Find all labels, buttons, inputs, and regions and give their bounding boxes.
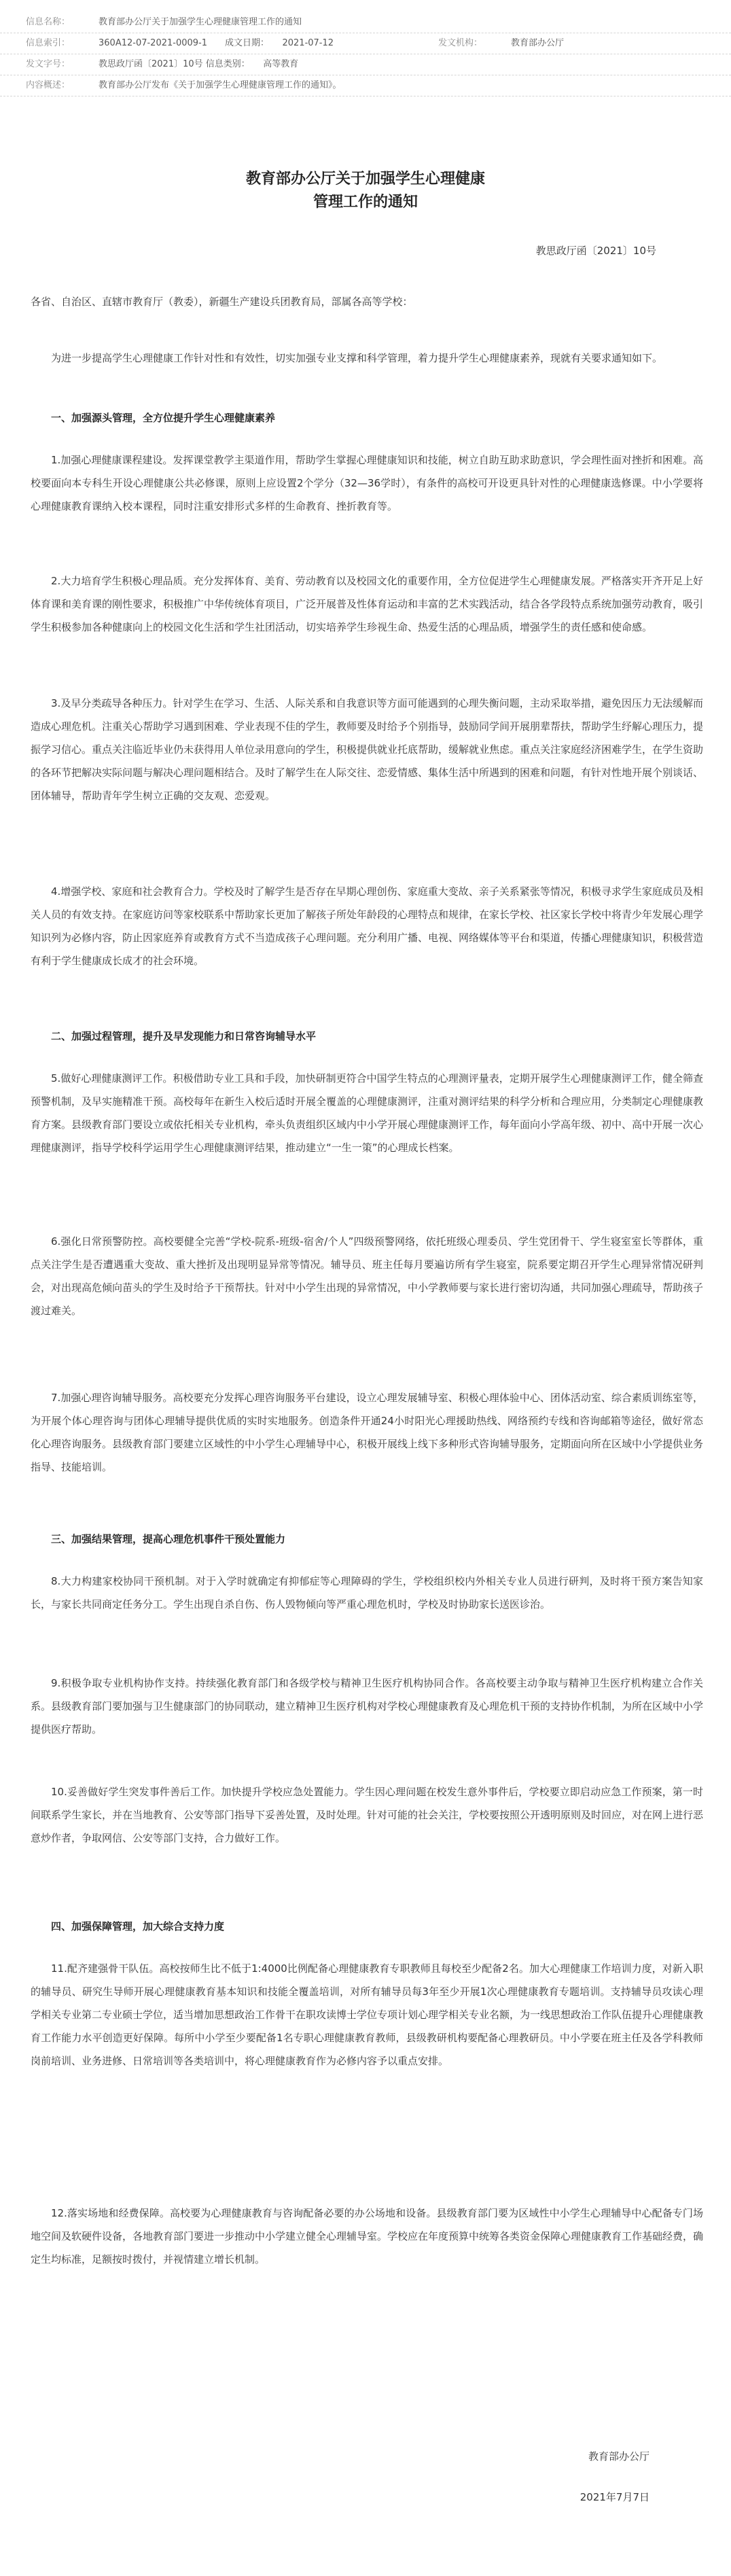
paragraph-1: 1.加强心理健康课程建设。发挥课堂教学主渠道作用，帮助学生掌握心理健康知识和技能，树立自助互助求助意识，学会理性面对挫折和困难。高校要面向本专科生开设心理健康公共必修课，原则上应设置2个学分（32—36学时），有条件的高校可开设更具针对性的心理健康选修课。中小学要将心理健康教育课纳入校本课程，同时注重安排形式多样的生命教育、挫折教育等。 — [31, 454, 703, 512]
meta-value: 360A12-07-2021-0009-1 成文日期： 2021-07-12 — [99, 38, 334, 48]
meta-row-index — [0, 33, 731, 54]
paragraph-10: 10.妥善做好学生突发事件善后工作。加快提升学校应急处置能力。学生因心理问题在校发生意外事件后，学校要立即启动应急工作预案，第一时间联系学生家长，并在当地教育、公安等部门指导下妥善处置，及时处理。针对可能的社会关注，学校要按照公开透明原则及时回应，对在网上进行恶意炒作者，争取网信、公安等部门支持，合力做好工作。 — [31, 1786, 704, 1844]
paragraph-12: 12.落实场地和经费保障。高校要为心理健康教育与咨询配备必要的办公场地和设备。县级教育部门要为区域性中小学生心理辅导中心配备专门场地空间及软硬件设备，各地教育部门要进一步推动中小学建立健全心理辅导室。学校应在年度预算中统筹各类资金保障心理健康教育工作基础经费，确定生均标准，足额按时拨付，并视情建立增长机制。 — [31, 2207, 704, 2265]
section-heading-1: 一、加强源头管理，全方位提升学生心理健康素养 — [51, 412, 276, 424]
paragraph-2: 2.大力培育学生积极心理品质。充分发挥体育、美育、劳动教育以及校园文化的重要作用，全方位促进学生心理健康发展。严格落实开齐开足上好体育课和美育课的刚性要求，积极推广中华传统体育项目，广泛开展普及性体育运动和丰富的艺术实践活动，结合各学段特点系统加强劳动教育，吸引学生积极参加各种健康向上的校园文化生活和学生社团活动，切实培养学生珍视生命、热爱生活的心理品质，增强学生的责任感和使命感。 — [31, 575, 704, 633]
section-heading-2: 二、加强过程管理，提升及早发现能力和日常咨询辅导水平 — [51, 1030, 317, 1042]
paragraph-9: 9.积极争取专业机构协作支持。持续强化教育部门和各级学校与精神卫生医疗机构协同合作。各高校要主动争取与精神卫生医疗机构建立合作关系。县级教育部门要加强与卫生健康部门的协同联动，建立精神卫生医疗机构对学校心理健康教育及心理危机干预的支持协作机制，为所在区域中小学提供医疗帮助。 — [31, 1677, 704, 1735]
meta-label: 内容概述： — [26, 80, 71, 90]
meta-row-title — [0, 12, 731, 33]
paragraph-7: 7.加强心理咨询辅导服务。高校要充分发挥心理咨询服务平台建设，设立心理发展辅导室、积极心理体验中心、团体活动室、综合素质训练室等，为开展个体心理咨询与团体心理辅导提供优质的实时实地服务。创造条件开通24小时阳光心理援助热线、网络预约专线和咨询邮箱等途径，做好常态化心理咨询服务。县级教育部门要建立区域性的中小学生心理辅导中心，积极开展线上线下多种形式咨询辅导服务，定期面向所在区域中小学提供业务指导、技能培训。 — [31, 1392, 704, 1473]
paragraph-5: 5.做好心理健康测评工作。积极借助专业工具和手段，加快研制更符合中国学生特点的心理测评量表，定期开展学生心理健康测评工作，健全筛查预警机制，及早实施精准干预。高校每年在新生入校后适时开展全覆盖的心理健康测评，注重对测评结果的科学分析和合理应用，分类制定心理健康教育方案。县级教育部门要设立或依托相关专业机构，牵头负责组织区域内中小学开展心理健康测评工作，每年面向小学高年级、初中、高中开展一次心理健康测评，指导学校科学运用学生心理健康测评结果，推动建立“一生一策”的心理成长档案。 — [31, 1072, 704, 1154]
section-heading-3: 三、加强结果管理，提高心理危机事件干预处置能力 — [51, 1533, 286, 1545]
meta-value: 教思政厅函〔2021〕10号 信息类别： 高等教育 — [99, 59, 299, 69]
paragraph-4: 4.增强学校、家庭和社会教育合力。学校及时了解学生是否存在早期心理创伤、家庭重大变故、亲子关系紧张等情况，积极寻求学生家庭成员及相关人员的有效支持。在家庭访问等家校联系中帮助家长更加了解孩子所处年龄段的心理特点和规律，在家长学校、社区家长学校中将青少年发展心理学知识列为必修内容，防止因家庭养育或教育方式不当造成孩子心理问题。充分利用广播、电视、网络媒体等平台和渠道，传播心理健康知识，积极营造有利于学生健康成长成才的社会环境。 — [31, 885, 704, 967]
signer: 教育部办公厅 — [588, 2450, 649, 2463]
meta-label: 发文机构： — [438, 38, 483, 48]
paragraph-3: 3.及早分类疏导各种压力。针对学生在学习、生活、人际关系和自我意识等方面可能遇到的心理失衡问题，主动采取举措，避免因压力无法缓解而造成心理危机。注重关心帮助学习遇到困难、学业表现不佳的学生，教师要及时给予个别指导，鼓励同学间开展朋辈帮扶，帮助学生纾解心理压力，提振学习信心。重点关注临近毕业仍未获得用人单位录用意向的学生，积极提供就业托底帮助，缓解就业焦虑。重点关注家庭经济困难学生，在学生资助的各环节把解决实际问题与解决心理问题相结合。及时了解学生在人际交往、恋爱情感、集体生活中所遇到的困难和问题，有针对性地开展个别谈话、团体辅导，帮助青年学生树立正确的交友观、恋爱观。 — [31, 697, 704, 802]
addressee: 各省、自治区、直辖市教育厅（教委），新疆生产建设兵团教育局，部属各高等学校： — [31, 296, 413, 308]
meta-label: 信息名称： — [26, 17, 71, 27]
section-heading-4: 四、加强保障管理，加大综合支持力度 — [51, 1920, 225, 1933]
meta-label: 发文字号： — [26, 59, 71, 69]
meta-value: 教育部办公厅发布《关于加强学生心理健康管理工作的通知》。 — [99, 80, 342, 90]
meta-row-summary — [0, 75, 731, 96]
issue-date: 2021年7月7日 — [580, 2491, 649, 2503]
meta-row-docnum — [0, 54, 731, 75]
paragraph-11: 11.配齐建强骨干队伍。高校按师生比不低于1:4000比例配备心理健康教育专职教师且每校至少配备2名。加大心理健康工作培训力度，对新入职的辅导员、研究生导师开展心理健康教育基本知识和技能全覆盖培训，对所有辅导员每3年至少开展1次心理健康教育专题培训。支持辅导员攻读心理学相关专业第二专业硕士学位，适当增加思想政治工作骨干在职攻读博士学位专项计划心理学相关专业名额，为一线思想政治工作队伍提升心理健康教育工作能力水平创造更好保障。每所中小学至少要配备1名专职心理健康教育教师，县级教研机构要配备心理教研员。中小学要在班主任及各学科教师岗前培训、业务进修、日常培训等各类培训中，将心理健康教育作为必修内容予以重点安排。 — [31, 1962, 704, 2067]
document-metadata — [0, 12, 731, 96]
document-title-line1: 教育部办公厅关于加强学生心理健康 — [245, 171, 485, 188]
meta-value: 教育部办公厅 — [511, 38, 565, 48]
paragraph-8: 8.大力构建家校协同干预机制。对于入学时就确定有抑郁症等心理障碍的学生，学校组织校内外相关专业人员进行研判，及时将干预方案告知家长，与家长共同商定任务分工。学生出现自杀自伤、伤人毁物倾向等严重心理危机时，学校及时协助家长送医诊治。 — [31, 1575, 703, 1610]
intro-paragraph: 为进一步提高学生心理健康工作针对性和有效性，切实加强专业支撑和科学管理，着力提升学生心理健康素养，现就有关要求通知如下。 — [51, 352, 663, 364]
meta-label: 信息索引： — [26, 38, 71, 48]
meta-value: 教育部办公厅关于加强学生心理健康管理工作的通知 — [99, 17, 302, 27]
document-title-line2: 管理工作的通知 — [313, 194, 418, 211]
document-number: 教思政厅函〔2021〕10号 — [535, 245, 656, 257]
paragraph-6: 6.强化日常预警防控。高校要健全完善“学校-院系-班级-宿舍/个人”四级预警网络，依托班级心理委员、学生党团骨干、学生寝室室长等群体，重点关注学生是否遭遇重大变故、重大挫折及出现明显异常等情况。辅导员、班主任每月要遍访所有学生寝室，院系要定期召开学生心理异常情况研判会，对出现高危倾向苗头的学生及时给予干预帮扶。针对中小学生出现的异常情况，中小学教师要与家长进行密切沟通，共同加强心理疏导，帮助孩子渡过难关。 — [31, 1235, 704, 1317]
